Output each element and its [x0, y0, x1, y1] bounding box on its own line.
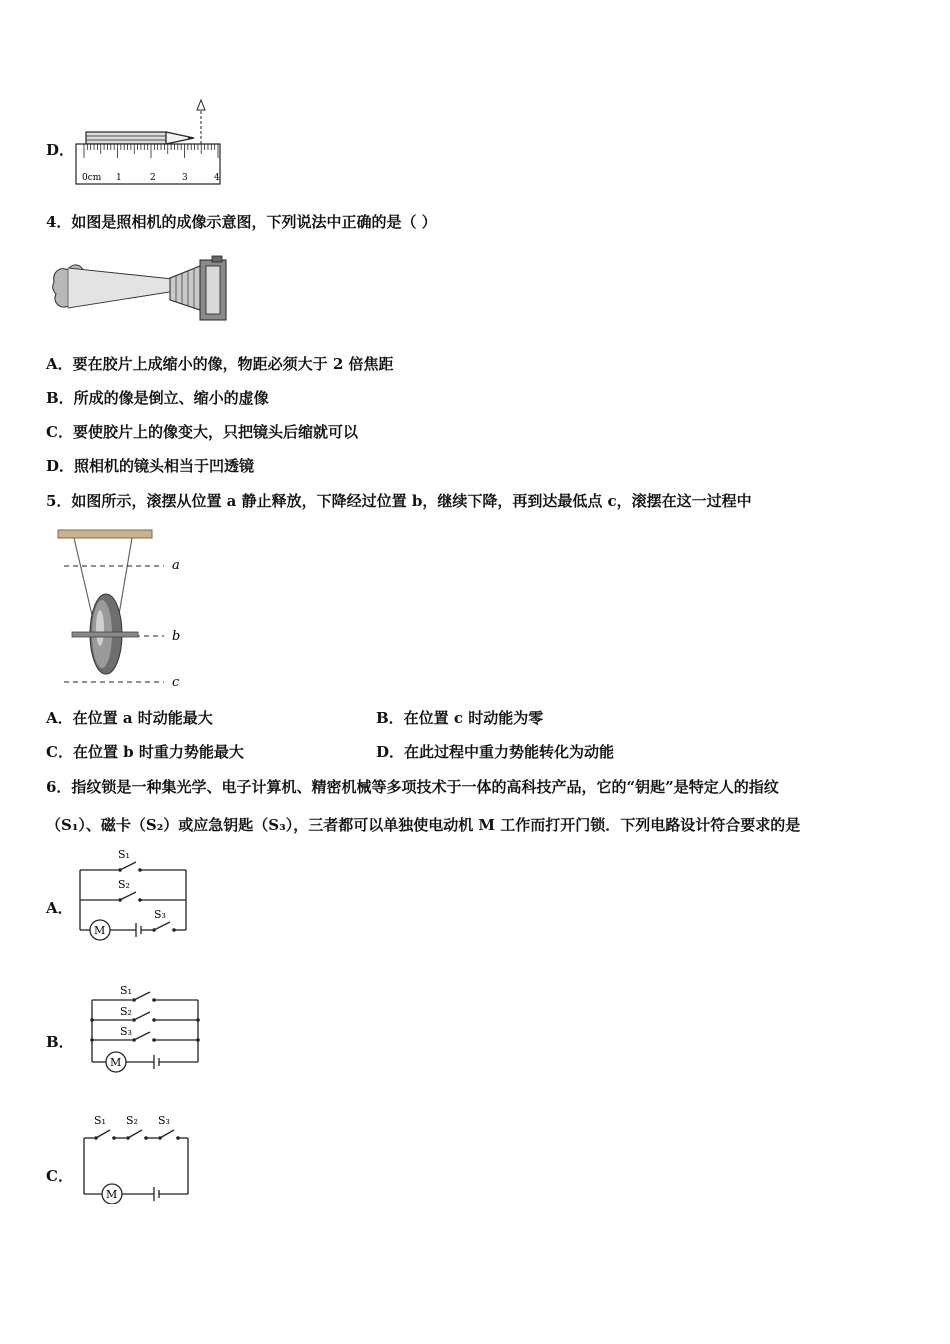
ruler-label-0: 0cm — [82, 173, 102, 183]
q6-option-b-label[interactable]: B． — [46, 1033, 74, 1051]
circuit-b-s3: S₃ — [120, 1025, 132, 1038]
q5-stem: 5．如图所示，滚摆从位置 a 静止释放，下降经过位置 b，继续下降，再到达最低点 c，滚摆在这一过程中 — [46, 492, 752, 510]
ruler-label-2: 2 — [150, 173, 156, 183]
label-a: a — [172, 558, 180, 573]
circuit-b-s2: S₂ — [120, 1005, 132, 1018]
pencil-body — [86, 132, 166, 144]
q4-option-d[interactable]: D．照相机的镜头相当于凹透镜 — [46, 457, 255, 475]
circuit-c-figure — [78, 1108, 196, 1204]
circuit-b-figure — [78, 980, 214, 1080]
circuit-a-s3: S₃ — [154, 908, 166, 921]
q5-option-c[interactable]: C．在位置 b 时重力势能最大 — [46, 743, 244, 761]
q5-option-a[interactable]: A．在位置 a 时动能最大 — [46, 709, 213, 727]
q5-option-b[interactable]: B．在位置 c 时动能为零 — [376, 709, 544, 727]
pendulum-axle — [72, 632, 138, 637]
q4-stem: 4．如图是照相机的成像示意图，下列说法中正确的是（ ） — [46, 213, 437, 231]
circuit-a-figure — [74, 846, 220, 944]
q6-option-c-label[interactable]: C． — [46, 1167, 73, 1185]
circuit-a-s1: S₁ — [118, 848, 130, 861]
maxwell-pendulum-figure — [56, 528, 188, 692]
camera-bellows — [170, 266, 200, 310]
pointer-arrow-icon — [197, 100, 205, 110]
q6-stem-line2: （S₁）、磁卡（S₂）或应急钥匙（S₃），三者都可以单独使电动机 M 工作而打开门锁．下列电路设计符合要求的是 — [46, 816, 801, 834]
q5-option-d[interactable]: D．在此过程中重力势能转化为动能 — [376, 743, 615, 761]
q4-option-a[interactable]: A．要在胶片上成缩小的像，物距必须大于 2 倍焦距 — [46, 355, 394, 373]
label-b: b — [172, 629, 181, 644]
ruler-label-3: 3 — [182, 173, 188, 183]
q4-option-c[interactable]: C．要使胶片上的像变大，只把镜头后缩就可以 — [46, 423, 358, 441]
circuit-c-s2: S₂ — [126, 1114, 138, 1127]
camera-imaging-figure — [50, 254, 232, 324]
circuit-c-motor: M — [106, 1188, 118, 1201]
q6-stem-line1: 6．指纹锁是一种集光学、电子计算机、精密机械等多项技术于一体的高科技产品，它的“钥匙”是特定人的指纹 — [46, 778, 779, 796]
circuit-b-motor: M — [110, 1056, 122, 1069]
ceiling-bar — [58, 530, 152, 538]
ruler-label-1: 1 — [116, 173, 122, 183]
q6-option-a-label[interactable]: A． — [46, 899, 73, 917]
q4-option-b[interactable]: B．所成的像是倒立、缩小的虚像 — [46, 389, 269, 407]
circuit-a-motor: M — [94, 924, 106, 937]
circuit-c-s1: S₁ — [94, 1114, 106, 1127]
ruler-label-4: 4 — [214, 173, 220, 183]
q3-option-d-label[interactable]: D． — [46, 141, 75, 159]
circuit-b-s1: S₁ — [120, 984, 132, 997]
label-c: c — [172, 675, 180, 690]
circuit-a-s2: S₂ — [118, 878, 130, 891]
pencil-ruler-figure — [72, 98, 224, 186]
circuit-c-s3: S₃ — [158, 1114, 170, 1127]
